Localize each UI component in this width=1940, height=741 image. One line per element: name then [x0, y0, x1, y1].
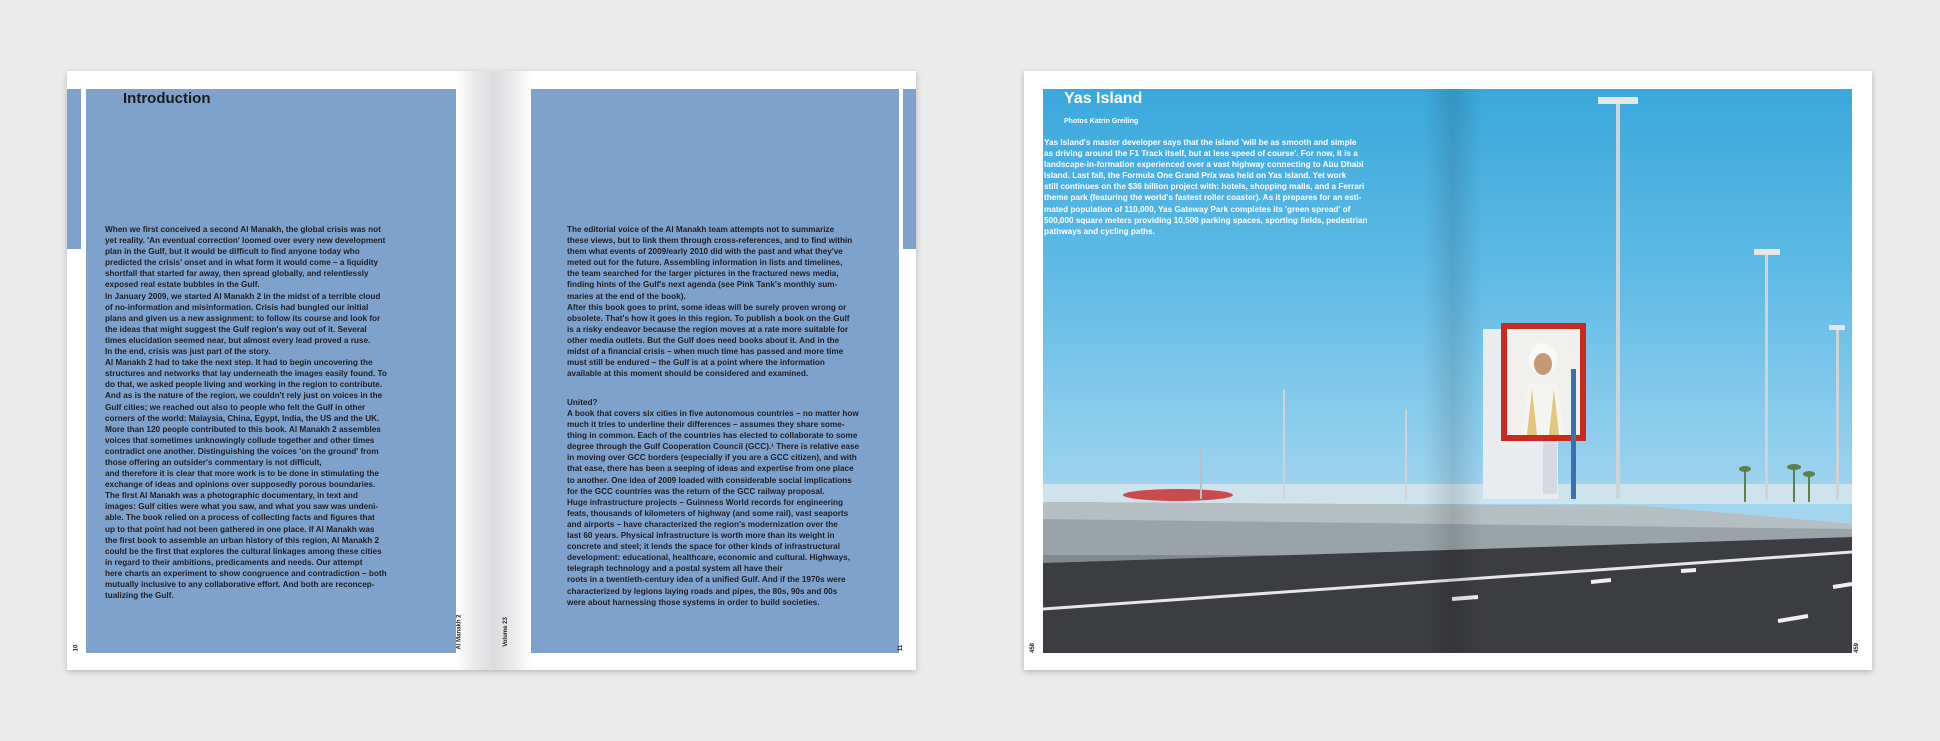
photo-credit: Photos Katrin Greiling	[1064, 118, 1139, 125]
yas-island-title: Yas Island	[1064, 90, 1143, 107]
spine-series-label: Al Manakh 2	[456, 614, 463, 650]
left-page-edge-tab	[67, 89, 81, 249]
page-number-left: 10	[73, 644, 80, 652]
intro-body-text: When we first conceived a second Al Manakh, the global crisis was not yet reality. 'An eventual correction' loomed over every new development plan in the Gulf, but it would be difficult to find anyone today who predicted the crisis' onset and in what form it would come – a liquidity shortfall that started far away, then spread globally, and relentlessly exposed real estate bubbles in the Gulf. In January 2009, we started Al Manakh 2 in the midst of a terrible cloud of no-information and misinformation. Crisis had bungled our initial plans and given us a new assignment: to follow its course and look for the ideas that might suggest the Gulf region's way out of it. Several times elucidation seemed near, but almost every lead proved a ruse. In the end, crisis was just part of the story. Al Manakh 2 had to take the next step. It had to begin uncovering the structures and networks that lay underneath the images easily found. To do that, we asked people living and working in the region to contribute. And as is the nature of the region, we couldn't rely just on voices in the Gulf cities; we reached out also to people who felt the Gulf in other corners of the world: Malaysia, China, Egypt, India, the US and the UK. More than 120 people contributed to this book. Al Manakh 2 assembles voices that sometimes unknowingly collude together and other times contradict one another. Distinguishing the voices 'on the ground' from those offering an outsider's commentary is not difficult, and therefore it is clear that more work is to be done in stimulating the exchange of ideas and opinions over supposedly porous boundaries. The first Al Manakh was a photographic documentary, in text and images: Gulf cities were what you saw, and what you saw was undeni- able. The book relied on a process of collecting facts and figures that up to that point had not been gathered in one place. If Al Manakh was the first book to assemble an urban history of this region, Al Manakh 2 could be the first that explores the cultural linkages among these cities in regard to their ambitions, predicaments and needs. Our attempt here charts an experiment to show congruence and contradiction – both mutually inclusive to any collaborative effort. And both are reconcep- tualizing the Gulf.	[105, 225, 387, 601]
yas-island-body-text: Yas Island's master developer says that the island 'will be as smooth and simple as driving around the F1 Track itself, but at less speed of course'. For now, it is a landscape-in-formation experienced over a vast highway connecting to Abu Dhabi Island. Last fall, the Formula One Grand Prix was held on Yas Island. Yet work still continues on the $36 billion project with: hotels, shopping malls, and a Ferrari theme park (featuring the world's fastest roller coaster). As it prepares for an esti- mated population of 110,000, Yas Gateway Park completes its 'green spread' of 500,000 square meters providing 10,500 parking spaces, sporting fields, pedestrian pathways and cycling paths.	[1044, 138, 1368, 236]
book-gutter	[456, 71, 531, 670]
united-subheading: United?	[567, 398, 598, 407]
page-number-459: 459	[1854, 642, 1861, 654]
page-title: Introduction	[123, 90, 211, 107]
spine-volume-label: Volume 23	[502, 617, 509, 647]
page-number-458: 458	[1030, 642, 1037, 654]
right-page-edge-tab	[903, 89, 916, 249]
yas-island-spread	[1024, 71, 1872, 670]
page-number-right: 11	[898, 644, 905, 652]
united-body-text: A book that covers six cities in five autonomous countries – no matter how much it tries to underline their differences – assumes they share some- thing in common. Each of the countries has elected to collaborate to some degree through the Gulf Cooperation Council (GCC).¹ There is relative ease in moving over GCC borders (especially if you are a GCC citizen), and with that ease, there has been a seeping of ideas and expertise from one place to another. One idea of 2009 loaded with considerable social implications for the GCC countries was the return of the GCC railway proposal. Huge infrastructure projects – Guinness World records for engineering feats, thousands of kilometers of highway (and some rail), vast seaports and airports – have characterized the region's modernization over the last 60 years. Physical infrastructure is worth more than its weight in concrete and steel; it lends the space for other kinds of infrastructural development: educational, healthcare, economic and cultural. Highways, telegraph technology and a postal system all have their roots in a twentieth-century idea of a unified Gulf. And if the 1970s were characterized by legions laying roads and pipes, the 80s, 90s and 00s were about harnessing those systems in order to build societies.	[567, 409, 860, 607]
intro-right-body-text: The editorial voice of the Al Manakh team attempts not to summarize these views, but to link them through cross-references, and to find within them what events of 2009/early 2010 did with the past and what they've meted out for the future. Assembling information in lists and timelines, the team searched for the larger pictures in the fractured news media, finding hints of the Gulf's next agenda (see Pink Tank's monthly sum- maries at the end of the book). After this book goes to print, some ideas will be surely proven wrong or obsolete. That's how it goes in this region. To publish a book on the Gulf is a risky endeavor because the region moves at a rate more suitable for other media outlets. But the Gulf does need books about it. And in the midst of a financial crisis – when much time has passed and more time must still be endured – the Gulf is at a point where the information available at this moment should be considered and examined.	[567, 225, 853, 379]
intro-spread	[67, 71, 916, 670]
